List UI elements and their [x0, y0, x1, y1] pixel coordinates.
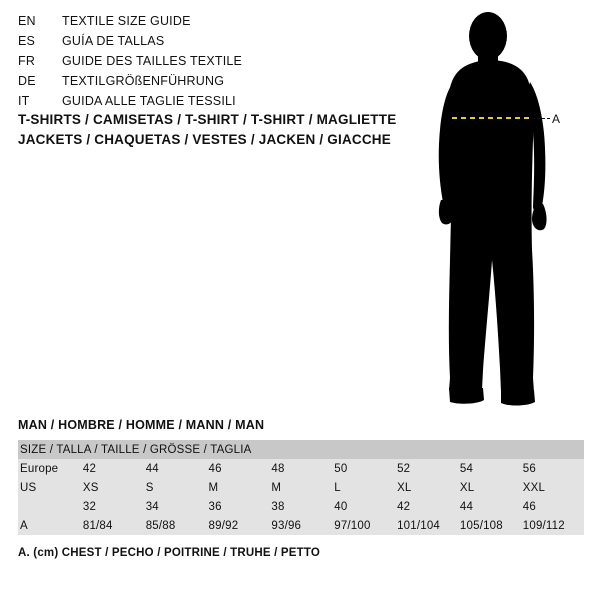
table-cell: 89/92	[207, 516, 270, 535]
table-cell: 105/108	[458, 516, 521, 535]
table-cell: 93/96	[269, 516, 332, 535]
measure-label-a: A	[552, 112, 561, 126]
language-row	[18, 54, 378, 74]
row-label: US	[18, 478, 81, 497]
language-code: ES	[18, 34, 36, 48]
table-cell: 44	[458, 497, 521, 516]
table-cell: L	[332, 478, 395, 497]
row-label	[18, 497, 81, 516]
category-jackets: JACKETS / CHAQUETAS / VESTES / JACKEN / GIACCHE	[18, 132, 391, 147]
row-label: Europe	[18, 459, 81, 478]
footnote-chest: A. (cm) CHEST / PECHO / POITRINE / TRUHE / PETTO	[18, 547, 321, 559]
table-cell: M	[207, 478, 270, 497]
table-row	[18, 478, 584, 497]
table-row	[18, 459, 584, 478]
language-code: EN	[18, 14, 36, 28]
table-cell: 34	[144, 497, 207, 516]
table-cell: 38	[269, 497, 332, 516]
silhouette-svg	[400, 10, 600, 410]
table-row	[18, 516, 584, 535]
table-cell: 56	[521, 459, 584, 478]
table-cell: 109/112	[521, 516, 584, 535]
table-cell: 40	[332, 497, 395, 516]
table-cell: 52	[395, 459, 458, 478]
language-code: DE	[18, 74, 36, 88]
language-text: GUIDE DES TAILLES TEXTILE	[62, 54, 243, 68]
table-cell: 42	[395, 497, 458, 516]
language-row	[18, 74, 378, 94]
male-silhouette-figure	[400, 10, 600, 410]
table-cell: XS	[81, 478, 144, 497]
language-row	[18, 14, 378, 34]
table-row	[18, 497, 584, 516]
table-cell: 42	[81, 459, 144, 478]
table-cell: XL	[395, 478, 458, 497]
table-cell: M	[269, 478, 332, 497]
language-row	[18, 34, 378, 54]
table-cell: 54	[458, 459, 521, 478]
table-header-label: SIZE / TALLA / TAILLE / GRÖSSE / TAGLIA	[18, 440, 584, 459]
language-code: FR	[18, 54, 36, 68]
category-list	[18, 110, 438, 150]
table-header-row	[18, 440, 584, 459]
table-cell: XL	[458, 478, 521, 497]
language-text: GUIDA ALLE TAGLIE TESSILI	[62, 94, 236, 108]
table-title: MAN / HOMBRE / HOMME / MANN / MAN	[18, 418, 265, 432]
size-table	[18, 440, 584, 535]
table-cell: 46	[521, 497, 584, 516]
language-code: IT	[18, 94, 30, 108]
table-cell: 97/100	[332, 516, 395, 535]
language-text: GUÍA DE TALLAS	[62, 34, 165, 48]
table-cell: 36	[207, 497, 270, 516]
table-cell: 44	[144, 459, 207, 478]
category-tshirts: T-SHIRTS / CAMISETAS / T-SHIRT / T-SHIRT / MAGLIETTE	[18, 112, 397, 127]
table-cell: 101/104	[395, 516, 458, 535]
table-cell: 50	[332, 459, 395, 478]
table-cell: 46	[207, 459, 270, 478]
table-cell: 81/84	[81, 516, 144, 535]
table-cell: XXL	[521, 478, 584, 497]
language-text: TEXTILGRÖßENFÜHRUNG	[62, 74, 225, 88]
language-list	[18, 14, 378, 114]
table-cell: 48	[269, 459, 332, 478]
table-cell: 32	[81, 497, 144, 516]
table-cell: S	[144, 478, 207, 497]
measure-leader-line	[532, 118, 550, 119]
language-text: TEXTILE SIZE GUIDE	[62, 14, 191, 28]
row-label: A	[18, 516, 81, 535]
table-cell: 85/88	[144, 516, 207, 535]
